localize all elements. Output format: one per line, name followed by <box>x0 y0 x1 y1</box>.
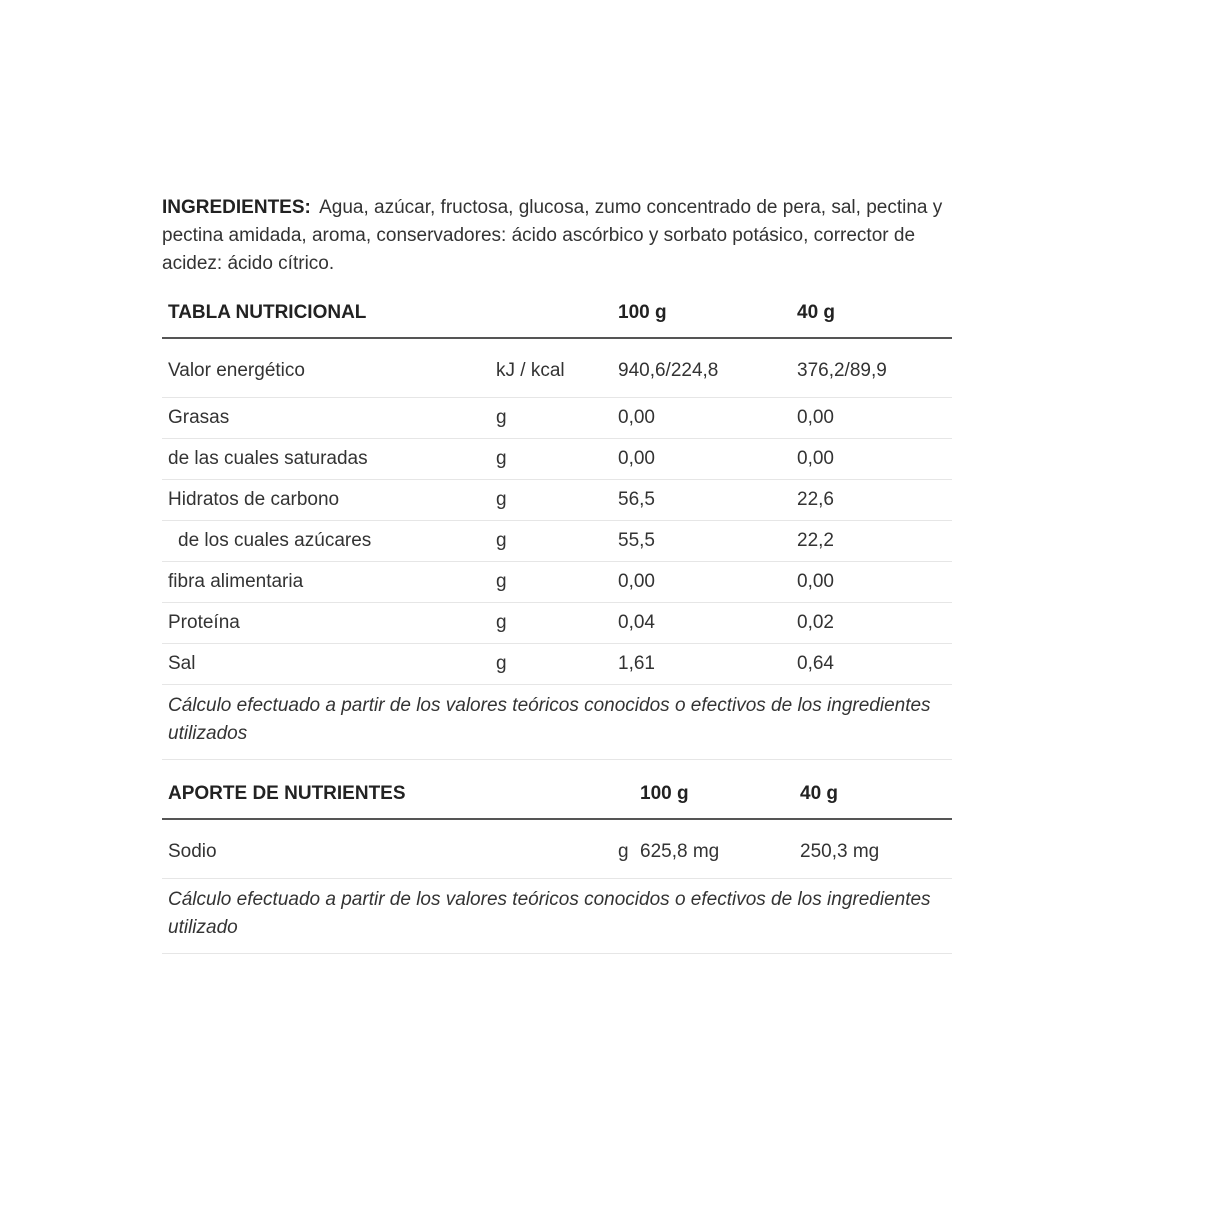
nutrient-name: de los cuales azúcares <box>162 521 490 562</box>
value-100g: 940,6/224,8 <box>612 338 791 398</box>
nutrient-unit: g <box>490 439 612 480</box>
value-40g: 0,02 <box>791 603 952 644</box>
table-note-row <box>162 685 952 760</box>
value-100g: 55,5 <box>612 521 791 562</box>
table-note-row <box>162 879 952 954</box>
table-row <box>162 480 952 521</box>
product-info <box>162 194 952 954</box>
nutrient-name: Sal <box>162 644 490 685</box>
value-40g: 0,00 <box>791 562 952 603</box>
calculation-note: Cálculo efectuado a partir de los valores teóricos conocidos o efectivos de los ingredientes utilizado <box>162 879 952 954</box>
value-100g: 625,8 mg <box>634 819 794 879</box>
unit-column-header <box>612 774 634 819</box>
value-40g: 0,64 <box>791 644 952 685</box>
nutrient-name: Proteína <box>162 603 490 644</box>
table-row <box>162 338 952 398</box>
table-row <box>162 439 952 480</box>
value-100g: 56,5 <box>612 480 791 521</box>
value-40g: 250,3 mg <box>794 819 952 879</box>
calculation-note: Cálculo efectuado a partir de los valores teóricos conocidos o efectivos de los ingredientes utilizados <box>162 685 952 760</box>
value-100g: 0,00 <box>612 439 791 480</box>
value-40g: 0,00 <box>791 439 952 480</box>
nutrient-unit: g <box>490 644 612 685</box>
value-100g: 1,61 <box>612 644 791 685</box>
nutrient-name: Sodio <box>162 819 612 879</box>
column-100g-header: 100 g <box>612 293 791 338</box>
value-100g: 0,00 <box>612 398 791 439</box>
table-row <box>162 521 952 562</box>
nutrients-table <box>162 774 952 954</box>
value-100g: 0,00 <box>612 562 791 603</box>
value-100g: 0,04 <box>612 603 791 644</box>
nutrient-unit: kJ / kcal <box>490 338 612 398</box>
ingredients-paragraph <box>162 194 952 278</box>
value-40g: 22,2 <box>791 521 952 562</box>
table-row <box>162 562 952 603</box>
nutrition-table <box>162 293 952 760</box>
nutrient-unit: g <box>490 562 612 603</box>
table-row <box>162 819 952 879</box>
nutrients-table-header <box>162 774 952 819</box>
value-40g: 376,2/89,9 <box>791 338 952 398</box>
nutrient-unit: g <box>490 480 612 521</box>
nutrient-unit: g <box>490 603 612 644</box>
ingredients-text: Agua, azúcar, fructosa, glucosa, zumo concentrado de pera, sal, pectina y pectina amidada, aroma, conservadores: ácido ascórbico y sorbato potásico, corrector de acidez: ácido cítrico. <box>162 197 943 274</box>
nutrient-name: fibra alimentaria <box>162 562 490 603</box>
nutrient-name: Grasas <box>162 398 490 439</box>
nutrition-table-title: TABLA NUTRICIONAL <box>162 293 490 338</box>
nutrient-unit: g <box>490 398 612 439</box>
value-40g: 22,6 <box>791 480 952 521</box>
table-row <box>162 603 952 644</box>
nutrient-name: Hidratos de carbono <box>162 480 490 521</box>
nutrient-unit: g <box>612 819 634 879</box>
value-40g: 0,00 <box>791 398 952 439</box>
nutrient-unit: g <box>490 521 612 562</box>
table-spacer <box>162 760 952 774</box>
column-40g-header: 40 g <box>794 774 952 819</box>
nutrient-name: de las cuales saturadas <box>162 439 490 480</box>
nutrients-table-title: APORTE DE NUTRIENTES <box>162 774 612 819</box>
nutrition-table-header <box>162 293 952 338</box>
column-100g-header: 100 g <box>634 774 794 819</box>
unit-column-header <box>490 293 612 338</box>
nutrient-name: Valor energético <box>162 338 490 398</box>
ingredients-label: INGREDIENTES: <box>162 197 311 218</box>
table-row <box>162 644 952 685</box>
column-40g-header: 40 g <box>791 293 952 338</box>
table-row <box>162 398 952 439</box>
